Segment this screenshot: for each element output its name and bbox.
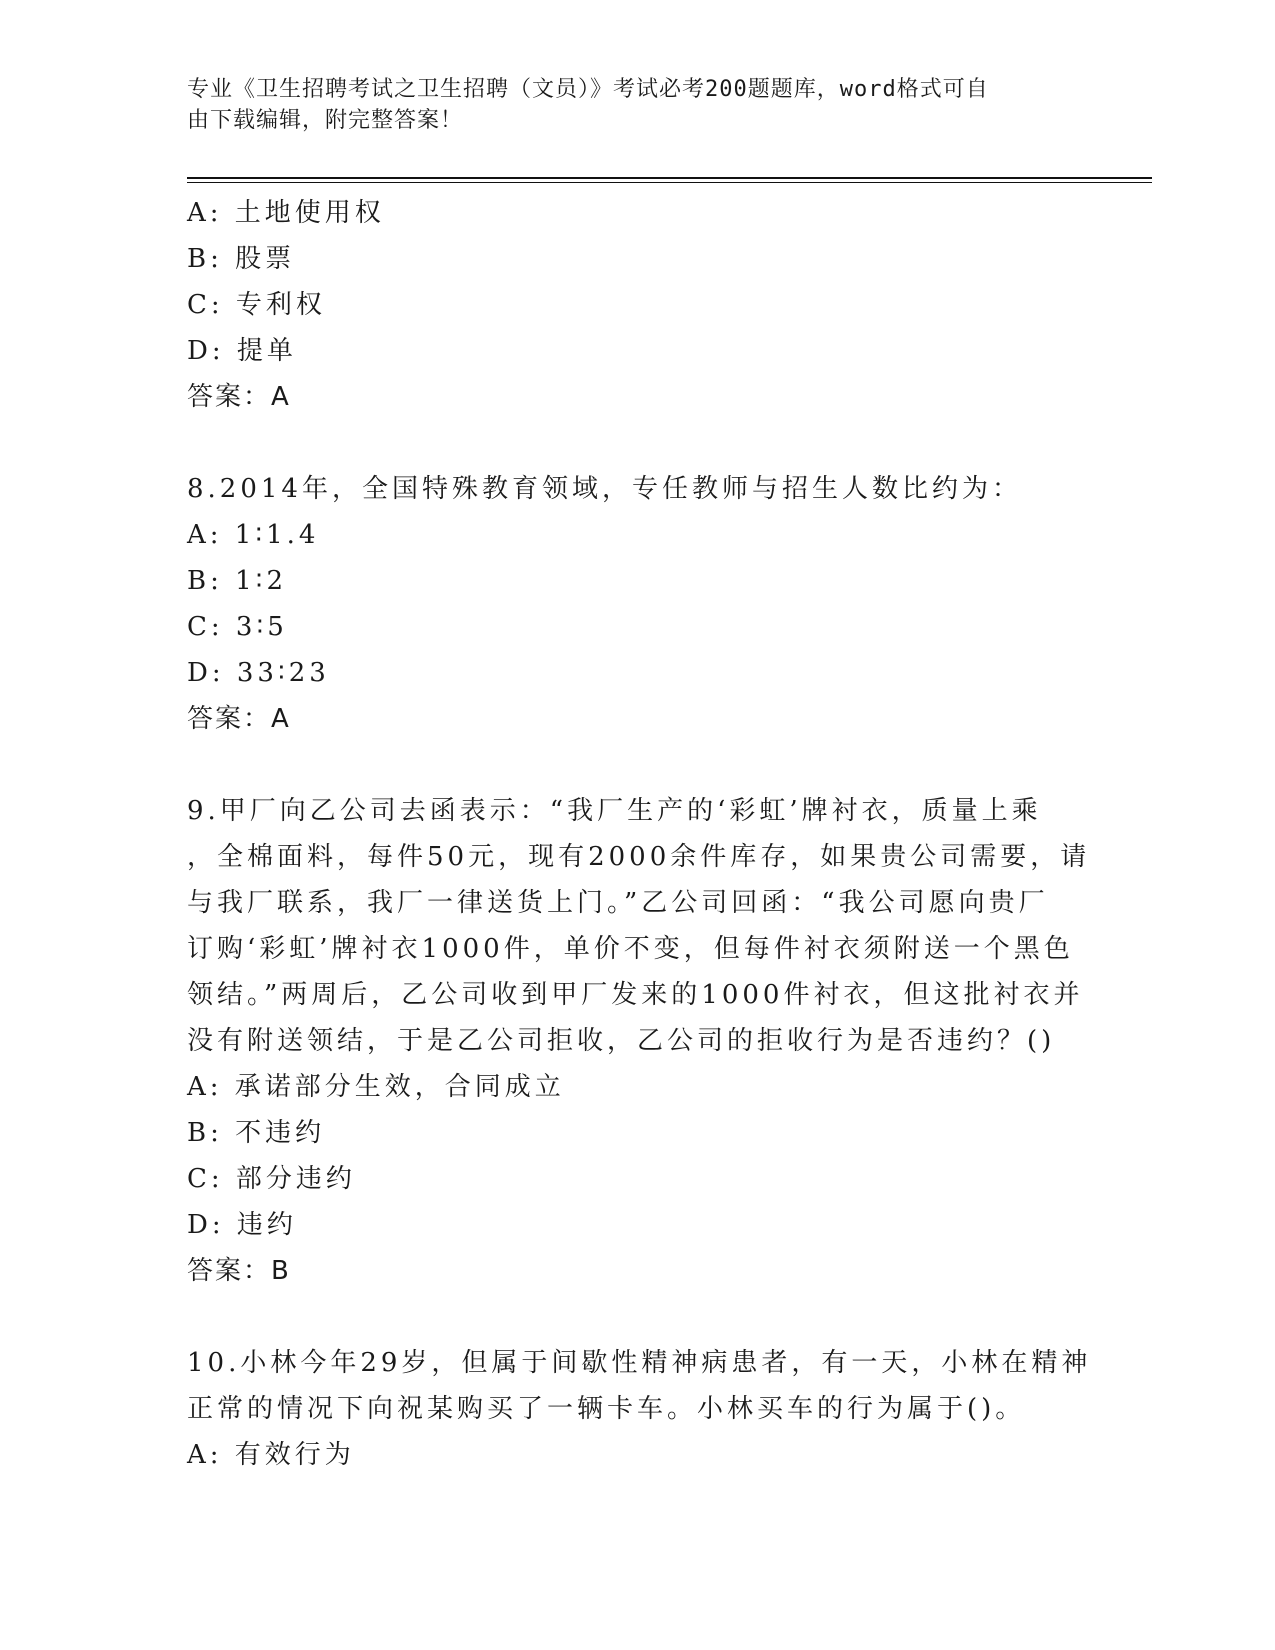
- option-b: B: 股票: [187, 244, 296, 274]
- header-line-2: 由下载编辑，附完整答案！: [187, 108, 464, 133]
- answer: 答案：B: [187, 1256, 291, 1286]
- question-8: [187, 466, 1087, 742]
- option-b: B: 不违约: [187, 1118, 326, 1148]
- option-a: A: 有效行为: [187, 1440, 355, 1470]
- option-c: C: 3∶5: [187, 612, 288, 642]
- header-divider-thin: [187, 182, 1152, 183]
- stem-line: 9.甲厂向乙公司去函表示：“我厂生产的‘彩虹’牌衬衣，质量上乘: [187, 796, 1042, 826]
- question-content: [187, 190, 1092, 1478]
- question-stem: 8.2014年，全国特殊教育领域，专任教师与招生人数比约为：: [187, 474, 1022, 504]
- option-c: C: 专利权: [187, 290, 326, 320]
- stem-line: 订购‘彩虹’牌衬衣1000件，单价不变，但每件衬衣须附送一个黑色: [187, 934, 1074, 964]
- header-line-1: 专业《卫生招聘考试之卫生招聘（文员）》考试必考200题题库，word格式可自: [187, 77, 989, 102]
- spacer: [187, 742, 1087, 788]
- spacer: [187, 1294, 1087, 1340]
- question-stem: [187, 1340, 1092, 1432]
- option-c: C: 部分违约: [187, 1164, 356, 1194]
- option-a: A: 土地使用权: [187, 198, 385, 228]
- stem-line: 领结。”两周后，乙公司收到甲厂发来的1000件衬衣，但这批衬衣并: [187, 980, 1084, 1010]
- stem-line: 正常的情况下向祝某购买了一辆卡车。小林买车的行为属于()。: [187, 1394, 1026, 1424]
- stem-line: 10.小林今年29岁，但属于间歇性精神病患者，有一天，小林在精神: [187, 1348, 1092, 1378]
- header-divider-thick: [187, 177, 1152, 179]
- option-a: A: 承诺部分生效，合同成立: [187, 1072, 565, 1102]
- stem-line: 没有附送领结，于是乙公司拒收，乙公司的拒收行为是否违约？(): [187, 1026, 1056, 1056]
- option-d: D: 提单: [187, 336, 297, 366]
- document-header: [187, 74, 1067, 136]
- option-d: D: 33∶23: [187, 658, 330, 688]
- question-stem: [187, 788, 1091, 1064]
- answer: 答案：A: [187, 382, 291, 412]
- option-b: B: 1∶2: [187, 566, 287, 596]
- option-a: A: 1∶1.4: [187, 520, 320, 550]
- stem-line: ，全棉面料，每件50元，现有2000余件库存，如果贵公司需要，请: [187, 842, 1091, 872]
- question-9: [187, 788, 1091, 1294]
- spacer: [187, 420, 1087, 466]
- option-d: D: 违约: [187, 1210, 297, 1240]
- stem-line: 与我厂联系，我厂一律送货上门。”乙公司回函：“我公司愿向贵厂: [187, 888, 1049, 918]
- question-10: [187, 1340, 1092, 1478]
- answer: 答案：A: [187, 704, 291, 734]
- question-7-options: [187, 190, 1087, 420]
